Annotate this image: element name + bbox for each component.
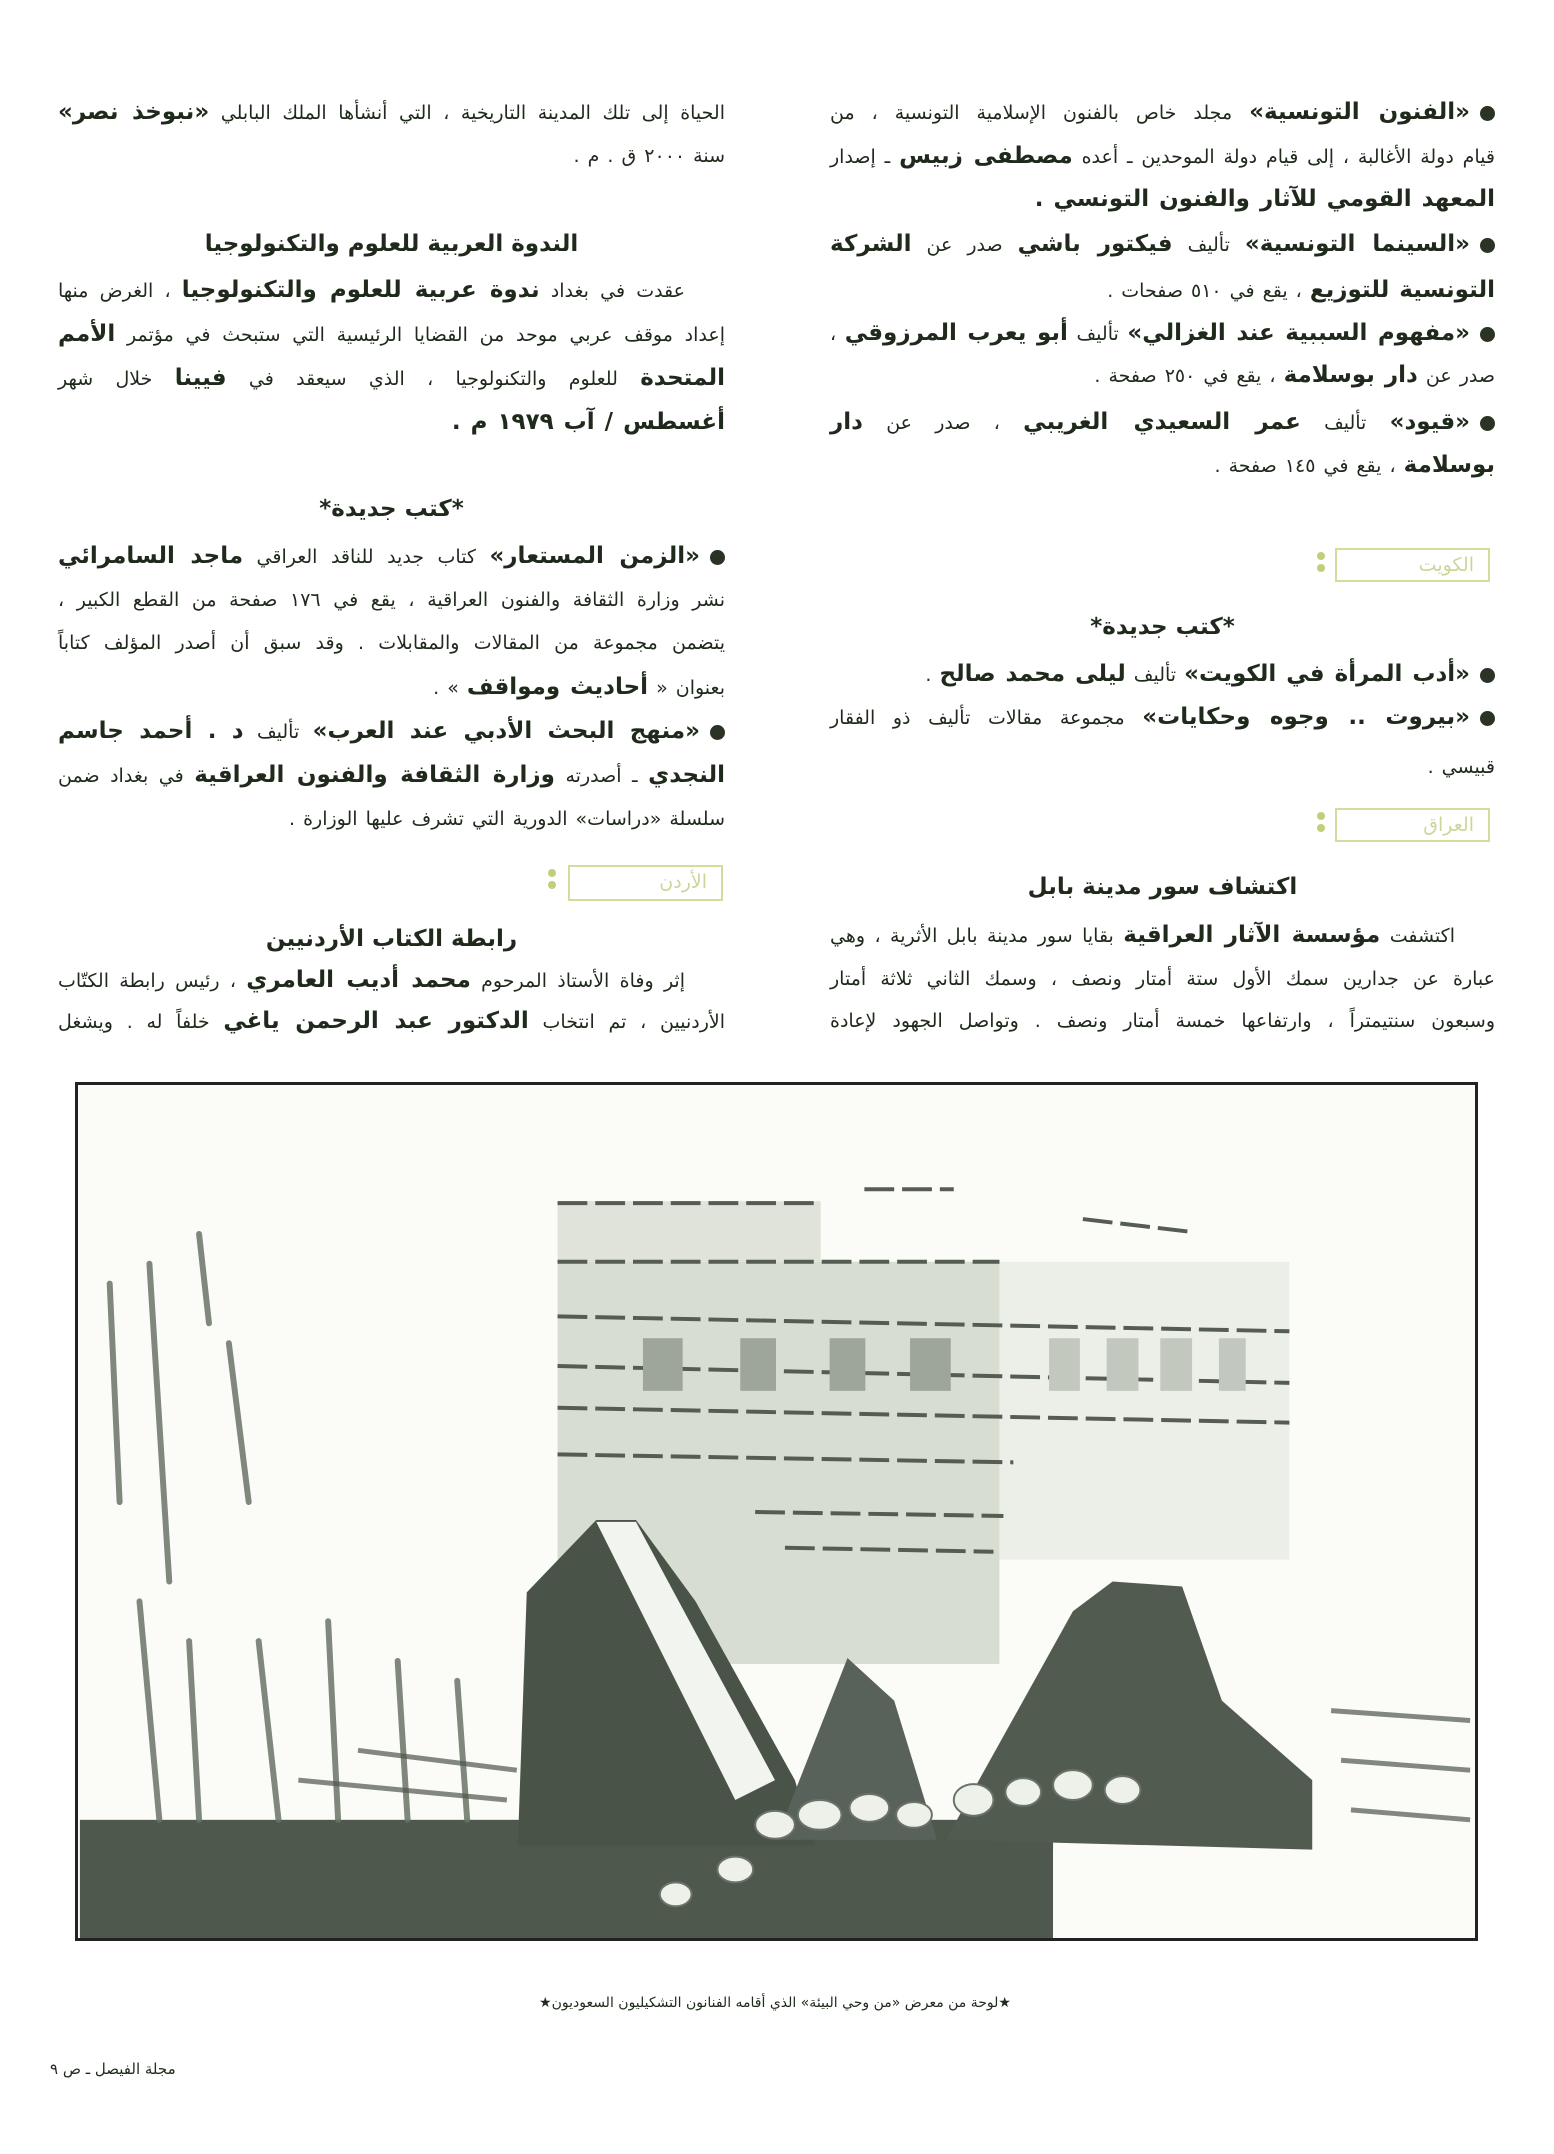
article-line	[830, 999, 1495, 1043]
section-marker-icon	[548, 869, 556, 893]
text-run: .	[925, 664, 940, 686]
painting-image	[75, 1082, 1478, 1941]
painting-illustration	[78, 1085, 1475, 1938]
bold-text-run: «منهج البحث الأدبي عند العرب»	[312, 718, 700, 744]
article-line	[58, 999, 725, 1043]
text-run: صدر عن	[1417, 365, 1495, 387]
bold-text-run: د . أحمد جاسم	[58, 718, 244, 744]
article-line	[58, 312, 725, 356]
text-run: كتاب جديد للناقد العراقي	[243, 546, 490, 568]
page-footer: مجلة الفيصل ـ ص ٩	[50, 2060, 176, 2078]
bullet-icon	[710, 725, 725, 740]
text-run: اكتشفت	[1380, 925, 1455, 947]
bullet-icon	[1480, 106, 1495, 121]
bold-text-run: فيينا	[174, 365, 227, 391]
bold-text-run: «قيود»	[1389, 409, 1470, 435]
text-run: يتضمن مجموعة من المقالات والمقابلات . وقد سبق أن أصدر المؤلف كتاباً	[58, 632, 725, 654]
article-heading: الندوة العربية للعلوم والتكنولوجيا	[204, 231, 579, 257]
bold-text-run: محمد أديب العامري	[246, 967, 471, 993]
text-run: ، يقع في ١٤٥ صفحة .	[1214, 455, 1404, 477]
bold-text-run: «الفنون التونسية»	[1249, 99, 1470, 125]
bold-text-run: عمر السعيدي الغريبي	[1023, 409, 1301, 435]
section-marker-icon	[1317, 812, 1325, 836]
text-run: ،	[830, 323, 845, 345]
book-entry-line	[830, 268, 1495, 312]
bold-text-run: النجدي	[648, 762, 725, 788]
text-run: خلال شهر	[58, 368, 175, 390]
bold-text-run: فيكتور باشي	[1017, 231, 1173, 257]
text-run: خلفاً له . ويشغل	[58, 1011, 224, 1033]
book-entry-line	[830, 222, 1495, 266]
book-entry-line	[830, 745, 1495, 789]
text-run: » .	[433, 677, 467, 699]
article-line	[58, 90, 725, 134]
book-entry-line	[830, 443, 1495, 487]
bold-text-run: ليلى محمد صالح	[939, 661, 1126, 687]
text-run: ، الغرض منها	[58, 280, 182, 302]
article-line	[58, 958, 725, 1002]
text-run: ، رئيس رابطة الكتّاب	[58, 970, 247, 992]
book-entry-line	[58, 753, 725, 797]
text-run: قيام دولة الأغالبة ، إلى قيام دولة الموحدين ـ أعده	[1072, 146, 1495, 168]
text-run: قبيسي .	[1427, 756, 1495, 778]
text-run: بقايا سور مدينة بابل الأثرية ، وهي	[830, 925, 1124, 947]
article-heading: رابطة الكتاب الأردنيين	[265, 926, 518, 952]
bullet-icon	[1480, 711, 1495, 726]
text-run: نشر وزارة الثقافة والفنون العراقية ، يقع في ١٧٦ صفحة من القطع الكبير ،	[58, 589, 726, 611]
book-entry-line	[830, 134, 1495, 178]
bold-text-run: الأمم	[58, 321, 116, 347]
text-run: بعنوان «	[648, 677, 725, 699]
bullet-icon	[1480, 416, 1495, 431]
bullet-icon	[710, 550, 725, 565]
text-run: للعلوم والتكنولوجيا ، الذي سيعقد في	[226, 368, 641, 390]
bold-text-run: دار بوسلامة	[1283, 362, 1418, 388]
book-entry-line	[58, 797, 725, 841]
text-run: وسبعون سنتيمتراً ، وارتفاعها خمسة أمتار ونصف . وتواصل الجهود لإعادة	[830, 1010, 1495, 1032]
text-run: في بغداد ضمن	[58, 765, 195, 787]
section-tag-jordan: الأردن	[568, 865, 723, 901]
bold-text-run: الدكتور عبد الرحمن ياغي	[223, 1008, 529, 1034]
book-entry-line	[830, 695, 1495, 739]
text-run: ، يقع في ٥١٠ صفحات .	[1107, 280, 1310, 302]
section-tag-iraq: العراق	[1335, 808, 1490, 842]
text-run: عقدت في بغداد	[539, 280, 686, 302]
bold-text-run: المتحدة	[640, 365, 725, 391]
section-tag-kuwait: الكويت	[1335, 548, 1490, 582]
text-run: إعداد موقف عربي موحد من القضايا الرئيسية التي ستبحث في مؤتمر	[115, 324, 725, 346]
bold-text-run: أغسطس / آب ١٩٧٩ م .	[451, 409, 725, 435]
book-entry-line	[830, 90, 1495, 134]
text-run: تأليف	[1067, 323, 1128, 345]
text-run: الحياة إلى تلك المدينة التاريخية ، التي أنشأها الملك البابلي	[209, 102, 726, 124]
bold-text-run: التونسية للتوزيع	[1309, 277, 1495, 303]
bold-text-run: «مفهوم السببية عند الغزالي»	[1127, 320, 1470, 346]
text-run: تأليف	[1172, 234, 1245, 256]
bold-text-run: مصطفى زبيس	[899, 143, 1073, 169]
book-entry-line	[58, 578, 725, 622]
bold-text-run: «نبوخذ نصر»	[58, 99, 210, 125]
bold-text-run: «بيروت .. وجوه وحكايات»	[1142, 704, 1471, 730]
bold-text-run: المعهد القومي للآثار والفنون التونسي .	[1034, 186, 1495, 212]
article-line	[58, 134, 725, 178]
text-run: عبارة عن جدارين سمك الأول ستة أمتار ونصف ، وسمك الثاني ثلاثة أمتار	[830, 968, 1495, 990]
article-line	[58, 400, 725, 444]
bold-text-run: ماجد السامرائي	[58, 543, 244, 569]
text-run: سلسلة «دراسات» الدورية التي تشرف عليها الوزارة .	[288, 808, 725, 830]
book-entry-line	[830, 652, 1495, 696]
bold-text-run: دار	[830, 409, 863, 435]
bold-text-run: «أدب المرأة في الكويت»	[1184, 661, 1470, 687]
bold-text-run: أبو يعرب المرزوقي	[844, 320, 1068, 346]
section-marker-icon	[1317, 552, 1325, 576]
section-heading: *كتب جديدة*	[319, 496, 464, 522]
text-run: مجلد خاص بالفنون الإسلامية التونسية ، من	[830, 102, 1250, 124]
text-run: ـ أصدرته	[554, 765, 649, 787]
book-entry-line	[58, 709, 725, 753]
bold-text-run: بوسلامة	[1403, 452, 1495, 478]
bullet-icon	[1480, 327, 1495, 342]
bullet-icon	[1480, 238, 1495, 253]
bold-text-run: الشركة	[830, 231, 912, 257]
book-entry-line	[58, 534, 725, 578]
text-run: تأليف	[1300, 412, 1390, 434]
figure-caption: ★لوحة من معرض «من وحي البيئة» الذي أقامه الفنانون التشكيليون السعوديون★	[539, 1995, 1011, 2011]
book-entry-line	[58, 621, 725, 665]
text-run: تأليف	[243, 721, 313, 743]
text-run: تأليف	[1125, 664, 1185, 686]
bold-text-run: أحاديث ومواقف	[466, 674, 649, 700]
text-run: ، صدر عن	[862, 412, 1024, 434]
article-line	[830, 957, 1495, 1001]
bold-text-run: «السينما التونسية»	[1244, 231, 1470, 257]
book-entry-line	[830, 177, 1495, 221]
bold-text-run: وزارة الثقافة والفنون العراقية	[194, 762, 555, 788]
book-entry-line	[830, 400, 1495, 444]
book-entry-line	[830, 311, 1495, 355]
article-line	[58, 356, 725, 400]
book-entry-line	[58, 665, 725, 709]
text-run: إثر وفاة الأستاذ المرحوم	[470, 970, 686, 992]
section-heading: *كتب جديدة*	[1090, 614, 1235, 640]
text-run: الأردنيين ، تم انتخاب	[528, 1011, 725, 1033]
bullet-icon	[1480, 668, 1495, 683]
text-run: ، يقع في ٢٥٠ صفحة .	[1094, 365, 1284, 387]
text-run: صدر عن	[911, 234, 1018, 256]
bold-text-run: مؤسسة الآثار العراقية	[1123, 922, 1381, 948]
bold-text-run: ندوة عربية للعلوم والتكنولوجيا	[181, 277, 540, 303]
article-line	[830, 913, 1495, 957]
text-run: سنة ٢٠٠٠ ق . م .	[573, 145, 725, 167]
text-run: ـ إصدار	[830, 146, 900, 168]
bold-text-run: «الزمن المستعار»	[489, 543, 700, 569]
article-heading: اكتشاف سور مدينة بابل	[1027, 874, 1298, 900]
book-entry-line	[830, 353, 1495, 397]
text-run: مجموعة مقالات تأليف ذو الفقار	[830, 707, 1143, 729]
article-line	[58, 268, 725, 312]
